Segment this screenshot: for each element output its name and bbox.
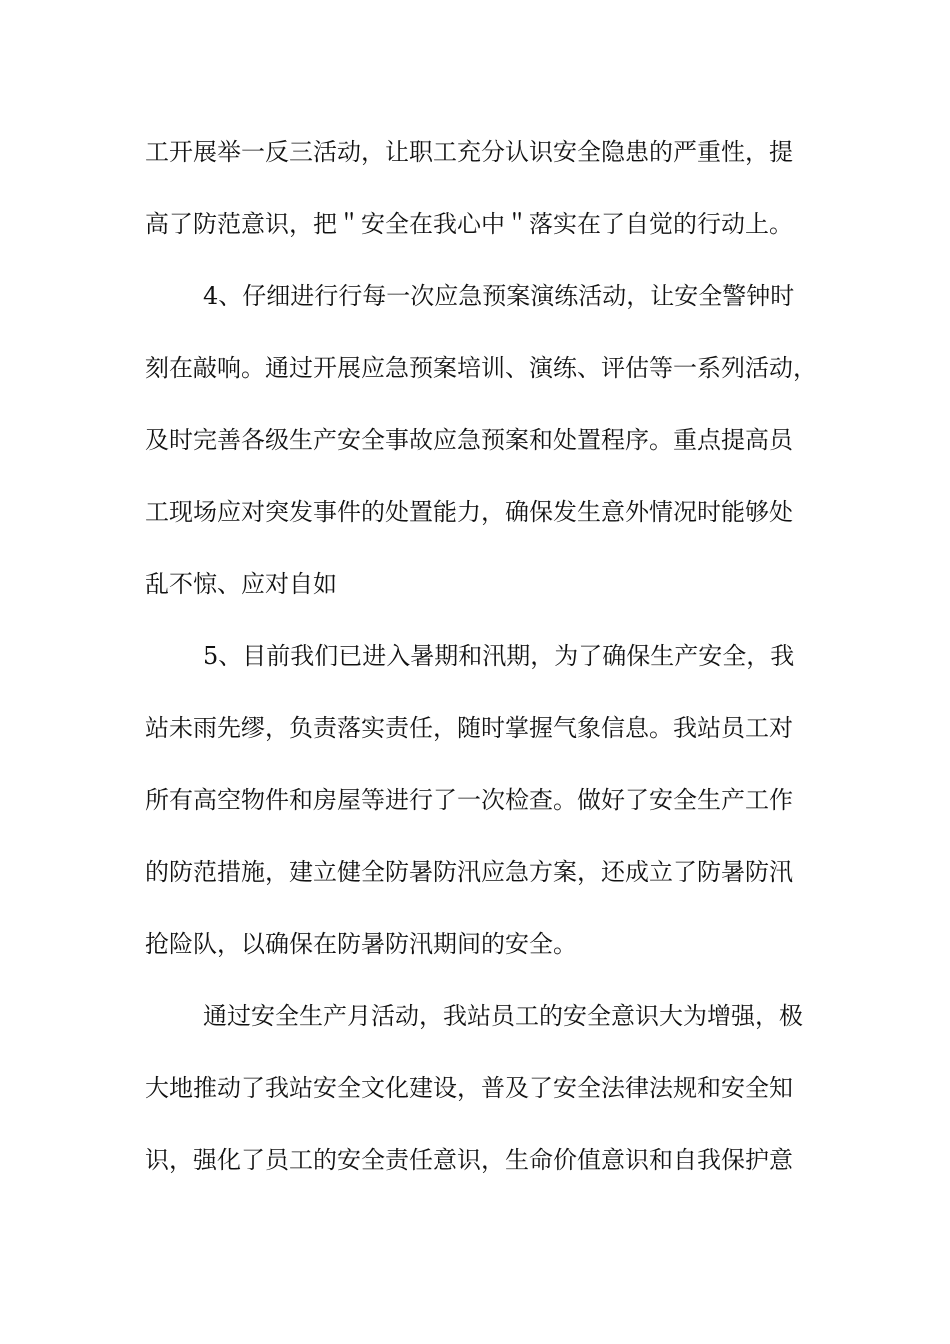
text-line: 乱不惊、应对自如 [145, 570, 337, 598]
text-line: 站未雨先缪，负责落实责任，随时掌握气象信息。我站员工对 [145, 714, 793, 742]
text-line: 刻在敲响。通过开展应急预案培训、演练、评估等一系列活动， [145, 354, 817, 382]
paragraph-start-line: 4、仔细进行行每一次应急预案演练活动，让安全警钟时 [203, 282, 795, 310]
text-line: 抢险队，以确保在防暑防汛期间的安全。 [145, 930, 577, 958]
text-line: 识，强化了员工的安全责任意识，生命价值意识和自我保护意 [145, 1146, 793, 1174]
text-line: 及时完善各级生产安全事故应急预案和处置程序。重点提高员 [145, 426, 793, 454]
text-line: 工开展举一反三活动，让职工充分认识安全隐患的严重性，提 [145, 138, 793, 166]
text-line: 大地推动了我站安全文化建设，普及了安全法律法规和安全知 [145, 1074, 793, 1102]
text-line: 的防范措施，建立健全防暑防汛应急方案，还成立了防暑防汛 [145, 858, 793, 886]
text-line: 所有高空物件和房屋等进行了一次检查。做好了安全生产工作 [145, 786, 793, 814]
text-line: 高了防范意识，把＂安全在我心中＂落实在了自觉的行动上。 [145, 210, 793, 238]
text-line: 工现场应对突发事件的处置能力，确保发生意外情况时能够处 [145, 498, 793, 526]
paragraph-start-line: 5、目前我们已进入暑期和汛期，为了确保生产安全，我 [203, 642, 795, 670]
paragraph-start-line: 通过安全生产月活动，我站员工的安全意识大为增强，极 [203, 1002, 803, 1030]
